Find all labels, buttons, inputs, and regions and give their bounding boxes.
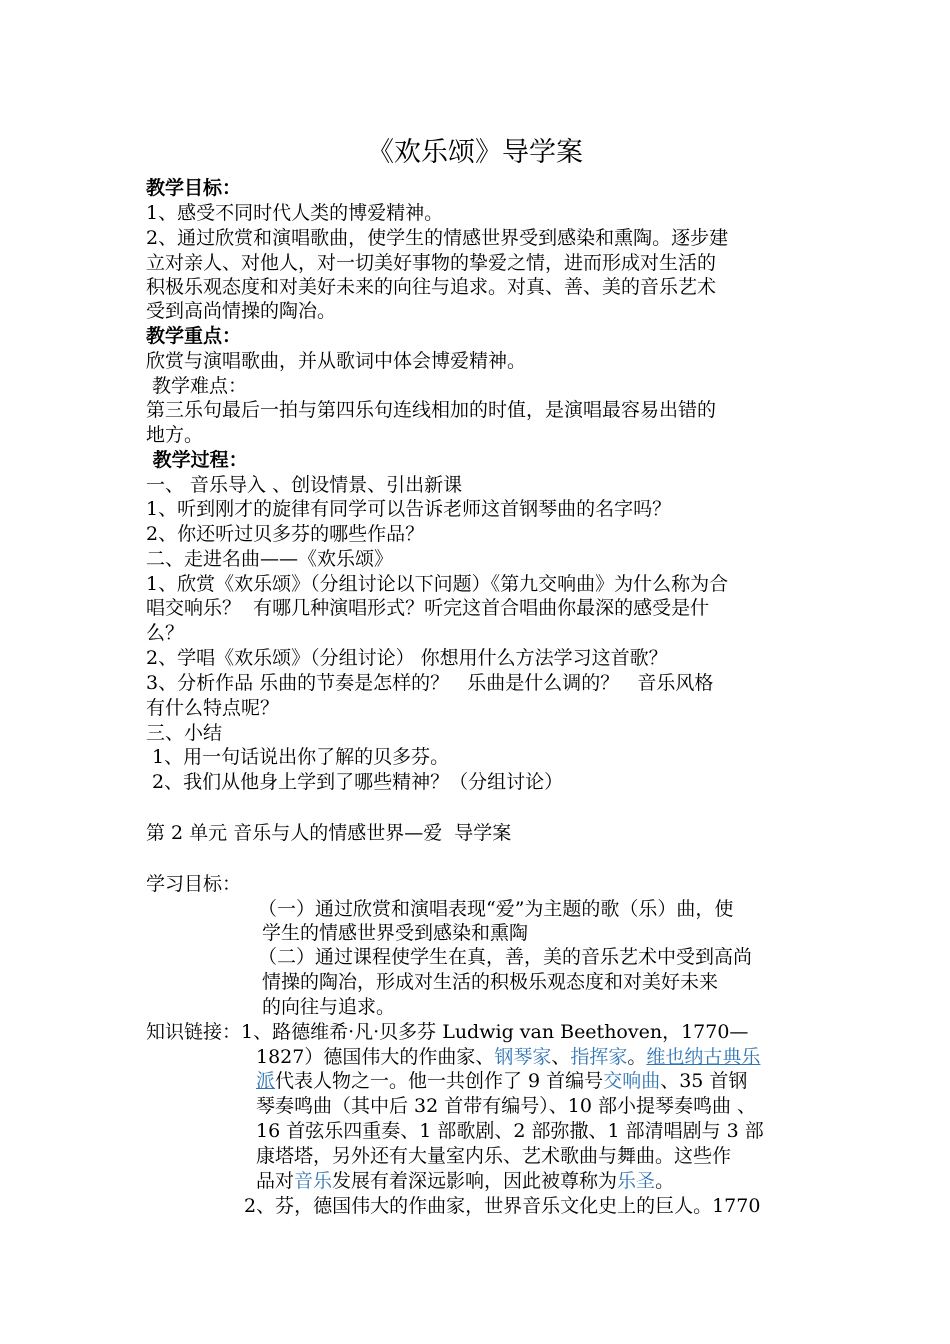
text-line: 一、 音乐导入 、创设情景、引出新课: [146, 474, 463, 496]
text-line: 立对亲人、对他人，对一切美好事物的挚爱之情，进而形成对生活的: [146, 252, 717, 274]
text-line: 2、学唱《欢乐颂》（分组讨论） 你想用什么方法学习这首歌？: [146, 647, 668, 669]
heading-process: 教学过程：: [146, 449, 248, 471]
text-line: 么？: [146, 622, 185, 644]
link-pianist[interactable]: 钢琴家: [494, 1046, 552, 1068]
text-line: 1、欣赏《欢乐颂》（分组讨论以下问题）《第九交响曲》为什么称为合: [146, 573, 729, 595]
bio-text: 品对: [256, 1170, 295, 1192]
text-line: 3、分析作品 乐曲的节奏是怎样的？ 乐曲是什么调的？ 音乐风格: [146, 672, 714, 694]
unit-title: 第 2 单元 音乐与人的情感世界—爱 导学案: [146, 822, 512, 844]
bio-text: 代表人物之一。他一共创作了 9 首编号: [275, 1070, 604, 1092]
heading-learning-goals: 学习目标：: [146, 873, 242, 895]
bio-line: 2、芬，德国伟大的作曲家，世界音乐文化史上的巨人。1770: [244, 1195, 761, 1217]
text-line: 第三乐句最后一拍与第四乐句连线相加的时值，是演唱最容易出错的: [146, 399, 717, 421]
link-vienna-classical-school[interactable]: 维也纳古典乐: [646, 1046, 761, 1068]
bio-line: [256, 1069, 816, 1093]
bio-line: 康塔塔，另外还有大量室内乐、艺术歌曲与舞曲。这些作: [256, 1145, 732, 1167]
heading-knowledge-link: 知识链接：1、路德维希·凡·贝多芬 Ludwig van Beethoven，1770—: [146, 1021, 749, 1043]
link-music-saint[interactable]: 乐圣: [617, 1170, 656, 1192]
text-line: 积极乐观态度和对美好未来的向往与追求。对真、善、美的音乐艺术: [146, 276, 717, 298]
text-line: 二、走进名曲——《欢乐颂》: [146, 548, 394, 570]
text-line: 学生的情感世界受到感染和熏陶: [262, 922, 529, 944]
text-line: 2、你还听过贝多芬的哪些作品？: [146, 523, 425, 545]
link-music[interactable]: 音乐: [294, 1170, 333, 1192]
heading-key-points: 教学重点：: [146, 325, 242, 347]
bio-text: 。: [655, 1170, 675, 1192]
bio-text: 1827）德国伟大的作曲家、: [256, 1046, 495, 1068]
bio-line: [256, 1045, 816, 1069]
text-line: 1、感受不同时代人类的博爱精神。: [146, 202, 444, 224]
heading-objectives: 教学目标：: [146, 177, 242, 199]
text-line: 有什么特点呢？: [146, 697, 280, 719]
text-line: 1、用一句话说出你了解的贝多芬。: [146, 746, 450, 768]
text-line: 2、通过欣赏和演唱歌曲，使学生的情感世界受到感染和熏陶。逐步建: [146, 227, 729, 249]
text-line: 情操的陶冶，形成对生活的积极乐观态度和对美好未来: [262, 971, 719, 993]
page-title: 《欢乐颂》导学案: [367, 137, 583, 168]
bio-text: 、35 首钢: [660, 1070, 748, 1092]
heading-summary: 三、小结: [146, 722, 223, 744]
text-line: 1、听到刚才的旋律有同学可以告诉老师这首钢琴曲的名字吗？: [146, 498, 672, 520]
text-line: 唱交响乐？ 有哪几种演唱形式？听完这首合唱曲你最深的感受是什: [146, 597, 710, 619]
text-line: 的向往与追求。: [262, 996, 396, 1018]
separator: 。: [627, 1046, 647, 1068]
text-line: （二）通过课程使学生在真，善，美的音乐艺术中受到高尚: [258, 946, 753, 968]
text-line: 地方。: [146, 424, 204, 446]
bio-text: 发展有着深远影响，因此被尊称为: [332, 1170, 618, 1192]
bio-line: 琴奏鸣曲（其中后 32 首带有编号）、10 部小提琴奏鸣曲 、: [256, 1095, 757, 1117]
text-line: 欣赏与演唱歌曲，并从歌词中体会博爱精神。: [146, 350, 527, 372]
bio-line: [256, 1169, 816, 1193]
link-vienna-classical-school-end[interactable]: 派: [256, 1070, 276, 1092]
text-line: 2、我们从他身上学到了哪些精神？（分组讨论）: [146, 771, 564, 793]
text-line: （一）通过欣赏和演唱表现“爱”为主题的歌（乐）曲，使: [258, 898, 734, 920]
link-conductor[interactable]: 指挥家: [570, 1046, 628, 1068]
separator: 、: [551, 1046, 571, 1068]
link-symphony[interactable]: 交响曲: [603, 1070, 661, 1092]
bio-line: 16 首弦乐四重奏、1 部歌剧、2 部弥撒、1 部清唱剧与 3 部: [256, 1120, 764, 1142]
text-line: 受到高尚情操的陶冶。: [146, 300, 337, 322]
heading-difficulty: 教学难点：: [146, 375, 248, 397]
